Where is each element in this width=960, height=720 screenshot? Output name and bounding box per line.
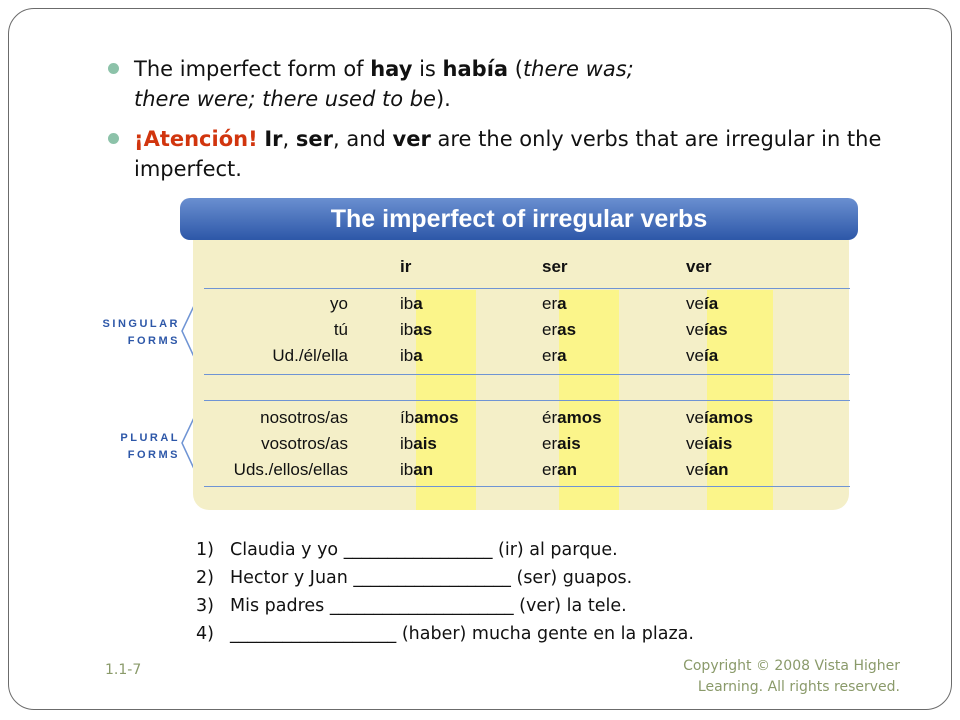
bullet-dot-icon xyxy=(108,133,119,144)
exercise-list xyxy=(196,536,836,648)
form-ver-ud: veía xyxy=(686,346,719,365)
form-ser-ud: era xyxy=(542,346,567,365)
form-ser-yo: era xyxy=(542,294,567,313)
bullet-list xyxy=(106,54,906,194)
form-ser-vosotros: erais xyxy=(542,434,581,453)
exercise-item: 2) Hector y Juan __________________ (ser) guapos. xyxy=(196,568,633,588)
plural-top-line xyxy=(204,400,850,401)
form-ver-yo: veía xyxy=(686,294,719,313)
form-ver-vosotros: veíais xyxy=(686,434,733,453)
plural-forms-label: PLURAL FORMS xyxy=(120,432,180,461)
pronoun-ustedes: Uds./ellos/ellas xyxy=(233,460,348,479)
slide-number: 1.1-7 xyxy=(105,662,142,678)
form-ir-ustedes: iban xyxy=(400,460,434,479)
pronoun-ud: Ud./él/ella xyxy=(272,346,348,365)
singular-forms-label: SINGULAR FORMS xyxy=(102,318,180,347)
pronoun-vosotros: vosotros/as xyxy=(261,434,348,453)
verb-table xyxy=(180,198,860,512)
form-ver-nosotros: veíamos xyxy=(686,408,754,427)
pronoun-yo: yo xyxy=(330,294,348,313)
table-title: The imperfect of irregular verbs xyxy=(180,198,858,240)
form-ser-ustedes: eran xyxy=(542,460,577,479)
form-ser-tu: eras xyxy=(542,320,577,339)
header-ser: ser xyxy=(542,257,568,276)
form-ir-yo: iba xyxy=(400,294,423,313)
header-ir: ir xyxy=(400,257,412,276)
exercise-item: 3) Mis padres _____________________ (ver) la tele. xyxy=(196,596,627,616)
exercise-item: 1) Claudia y yo _________________ (ir) al parque. xyxy=(196,540,618,560)
singular-bottom-line xyxy=(204,374,850,375)
form-ir-tu: ibas xyxy=(400,320,433,339)
exercise-item: 4) ___________________ (haber) mucha gente en la plaza. xyxy=(196,624,694,644)
bullet-item: ¡Atención! Ir, ser, and ver are the only verbs that are irregular in the imperfect. xyxy=(106,124,906,184)
singular-top-line xyxy=(204,288,850,289)
form-ver-tu: veías xyxy=(686,320,728,339)
header-ver: ver xyxy=(686,257,712,276)
form-ver-ustedes: veían xyxy=(686,460,729,479)
pronoun-nosotros: nosotros/as xyxy=(260,408,348,427)
form-ir-vosotros: ibais xyxy=(400,434,437,453)
pronoun-tu: tú xyxy=(333,320,348,339)
form-ir-ud: iba xyxy=(400,346,423,365)
form-ir-nosotros: íbamos xyxy=(400,408,459,427)
plural-bottom-line xyxy=(204,486,850,487)
bullet-item: The imperfect form of hay is había (there was; there were; there used to be). xyxy=(106,54,906,114)
form-ser-nosotros: éramos xyxy=(542,408,602,427)
copyright-notice: Copyright © 2008 Vista Higher Learning. All rights reserved. xyxy=(683,658,900,695)
bullet-dot-icon xyxy=(108,63,119,74)
